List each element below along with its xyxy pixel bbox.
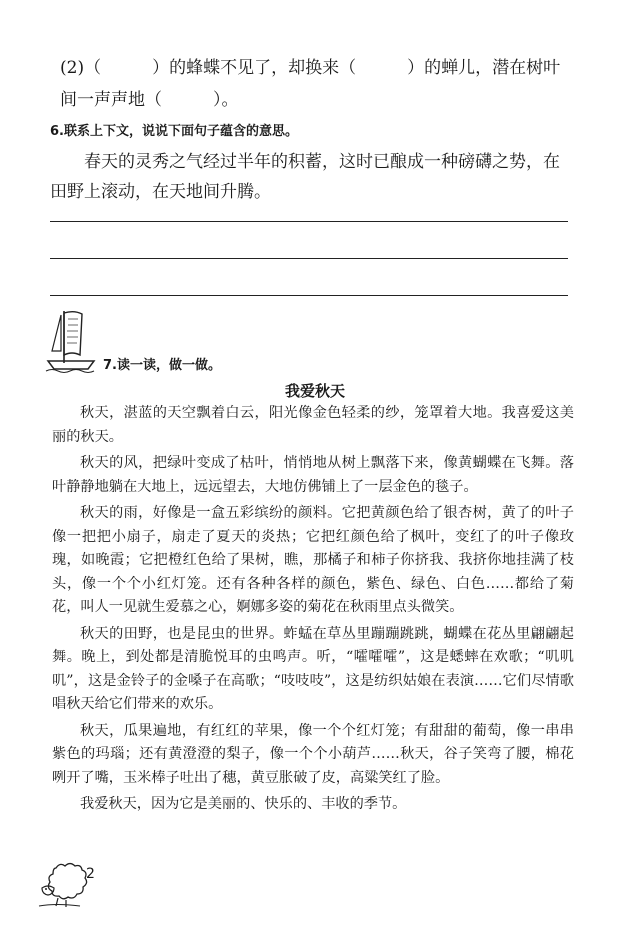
answer-line-3[interactable] [50,295,568,296]
essay-paragraph: 秋天的雨，好像是一盒五彩缤纷的颜料。它把黄颜色给了银杏树，黄了的叶子像一把把小扇子，扇走了夏天的炎热；它把红颜色给了枫叶，变红了的叶子像玫瑰，如晚霞；它把橙红色给了果树，瞧，那橘子和柿子你挤我、我挤你地挂满了枝头，像一个个小红灯笼。还有各种各样的颜色，紫色、绿色、白色……都给了菊花，叫人一见就生爱慕之心，婀娜多姿的菊花在秋雨里点头微笑。 [52,505,574,615]
question-6-quote: 春天的灵秀之气经过半年的积蓄，这时已酿成一种磅礴之势，在田野上滚动，在天地间升腾。 [50,152,560,202]
question-5-part-2 [60,52,580,116]
sheep-icon [36,858,106,910]
essay-paragraph: 秋天的风，把绿叶变成了枯叶，悄悄地从树上飘落下来，像黄蝴蝶在飞舞。落叶静静地躺在大地上，远远望去，大地仿佛铺上了一层金色的毯子。 [52,455,574,495]
question-7-title: 7.读一读，做一做。 [103,358,221,373]
essay-body [52,402,574,820]
essay-paragraph: 我爱秋天，因为它是美丽的、快乐的、丰收的季节。 [80,796,407,812]
essay-paragraph: 秋天，瓜果遍地，有红红的苹果，像一个个红灯笼；有甜甜的葡萄，像一串串紫色的玛瑙；还有黄澄澄的梨子，像一个个小葫芦……秋天，谷子笑弯了腰，棉花咧开了嘴，玉米棒子吐出了穗，黄豆胀破了皮，高粱笑红了脸。 [52,722,574,786]
answer-line-2[interactable] [50,258,568,259]
essay-paragraph: 秋天，湛蓝的天空飘着白云，阳光像金色轻柔的纱，笼罩着大地。我喜爱这美丽的秋天。 [52,405,574,445]
essay-title: 我爱秋天 [284,382,345,400]
sailboat-icon [44,305,100,375]
question-6-title: 6.联系上下文，说说下面句子蕴含的意思。 [50,124,298,139]
page-number: 2 [86,866,95,882]
q5-line-2: 间一声声地（ ）。 [60,90,239,110]
answer-line-1[interactable] [50,221,568,222]
essay-paragraph: 秋天的田野，也是昆虫的世界。蚱蜢在草丛里蹦蹦跳跳，蝴蝶在花丛里翩翩起舞。晚上，到处都是清脆悦耳的虫鸣声。听，“嚯嚯嚯”，这是蟋蟀在欢歌；“叽叽叽”，这是金铃子的金嗓子在高歌；“吱吱吱”，这是纺织姑娘在表演……它们尽情歌唱秋天给它们带来的欢乐。 [52,625,574,712]
q5-line-1: (2)（ ）的蜂蝶不见了，却换来（ ）的蝉儿，潜在树叶 [60,58,561,78]
